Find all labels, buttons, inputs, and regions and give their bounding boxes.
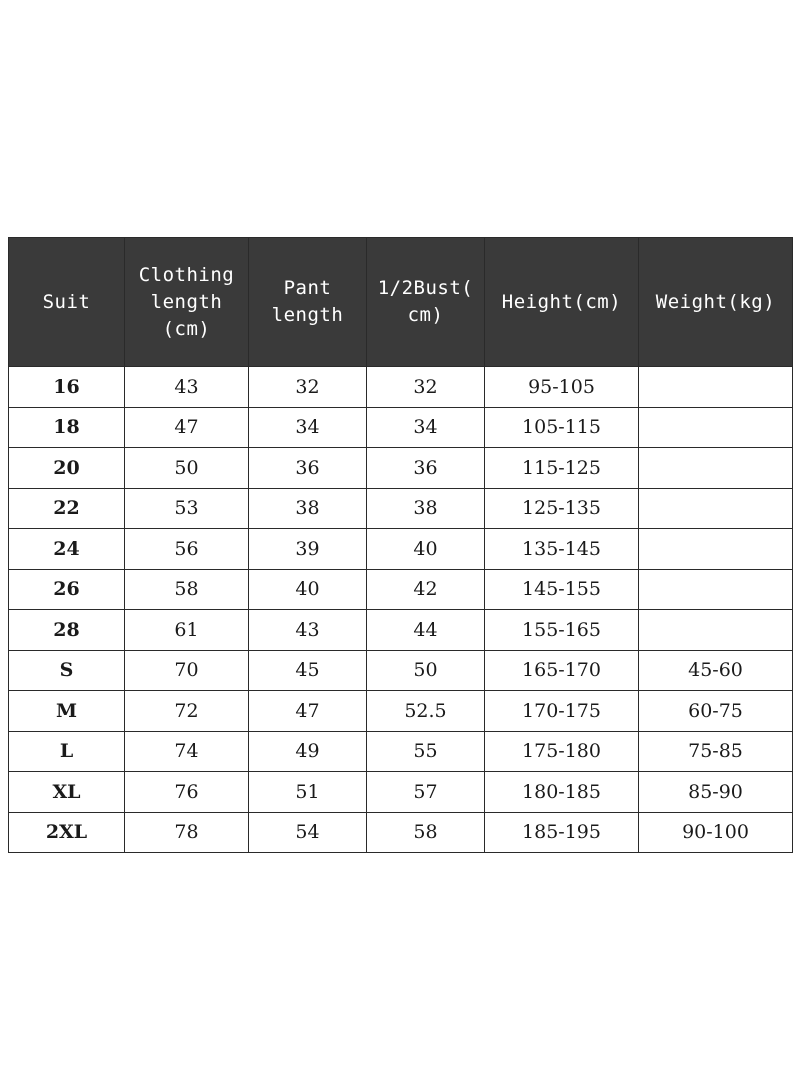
cell-half-bust: 57 (367, 772, 485, 813)
cell-clothing-length: 72 (125, 691, 249, 732)
header-half-bust: 1/2Bust( cm) (367, 238, 485, 367)
cell-half-bust: 40 (367, 529, 485, 570)
table-row (9, 407, 793, 448)
cell-pant-length: 54 (249, 812, 367, 853)
cell-half-bust: 32 (367, 367, 485, 408)
cell-half-bust: 50 (367, 650, 485, 691)
cell-clothing-length: 58 (125, 569, 249, 610)
cell-height: 105-115 (485, 407, 639, 448)
cell-size: L (9, 731, 125, 772)
table-body (9, 367, 793, 853)
cell-clothing-length: 70 (125, 650, 249, 691)
cell-clothing-length: 74 (125, 731, 249, 772)
cell-size: 18 (9, 407, 125, 448)
cell-weight (639, 488, 793, 529)
size-chart-table (8, 237, 793, 853)
cell-pant-length: 32 (249, 367, 367, 408)
cell-pant-length: 47 (249, 691, 367, 732)
cell-clothing-length: 76 (125, 772, 249, 813)
cell-pant-length: 45 (249, 650, 367, 691)
cell-pant-length: 38 (249, 488, 367, 529)
table-row (9, 367, 793, 408)
table-row (9, 448, 793, 489)
cell-half-bust: 42 (367, 569, 485, 610)
cell-size: M (9, 691, 125, 732)
cell-pant-length: 40 (249, 569, 367, 610)
cell-pant-length: 51 (249, 772, 367, 813)
table-row (9, 772, 793, 813)
cell-height: 185-195 (485, 812, 639, 853)
cell-size: 28 (9, 610, 125, 651)
cell-size: 20 (9, 448, 125, 489)
header-clothing-length: Clothing length (cm) (125, 238, 249, 367)
cell-height: 95-105 (485, 367, 639, 408)
header-height: Height(cm) (485, 238, 639, 367)
cell-clothing-length: 53 (125, 488, 249, 529)
cell-weight (639, 448, 793, 489)
table-row (9, 812, 793, 853)
cell-height: 115-125 (485, 448, 639, 489)
cell-weight (639, 610, 793, 651)
header-weight: Weight(kg) (639, 238, 793, 367)
cell-height: 170-175 (485, 691, 639, 732)
cell-height: 125-135 (485, 488, 639, 529)
cell-clothing-length: 78 (125, 812, 249, 853)
cell-size: 26 (9, 569, 125, 610)
cell-height: 145-155 (485, 569, 639, 610)
table-row (9, 610, 793, 651)
cell-half-bust: 52.5 (367, 691, 485, 732)
cell-half-bust: 36 (367, 448, 485, 489)
cell-half-bust: 44 (367, 610, 485, 651)
cell-weight: 85-90 (639, 772, 793, 813)
header-pant-length: Pant length (249, 238, 367, 367)
cell-size: 24 (9, 529, 125, 570)
table-row (9, 650, 793, 691)
cell-weight (639, 367, 793, 408)
cell-clothing-length: 43 (125, 367, 249, 408)
cell-height: 175-180 (485, 731, 639, 772)
cell-pant-length: 34 (249, 407, 367, 448)
cell-size: XL (9, 772, 125, 813)
cell-size: 16 (9, 367, 125, 408)
cell-clothing-length: 61 (125, 610, 249, 651)
cell-size: S (9, 650, 125, 691)
cell-clothing-length: 50 (125, 448, 249, 489)
cell-weight: 75-85 (639, 731, 793, 772)
cell-pant-length: 39 (249, 529, 367, 570)
cell-weight (639, 407, 793, 448)
cell-size: 22 (9, 488, 125, 529)
cell-pant-length: 49 (249, 731, 367, 772)
cell-half-bust: 55 (367, 731, 485, 772)
cell-weight: 60-75 (639, 691, 793, 732)
table-row (9, 731, 793, 772)
cell-weight (639, 529, 793, 570)
cell-pant-length: 43 (249, 610, 367, 651)
cell-height: 135-145 (485, 529, 639, 570)
cell-height: 180-185 (485, 772, 639, 813)
cell-clothing-length: 47 (125, 407, 249, 448)
cell-half-bust: 34 (367, 407, 485, 448)
cell-half-bust: 58 (367, 812, 485, 853)
cell-pant-length: 36 (249, 448, 367, 489)
cell-weight (639, 569, 793, 610)
header-suit: Suit (9, 238, 125, 367)
cell-size: 2XL (9, 812, 125, 853)
table-row (9, 529, 793, 570)
cell-half-bust: 38 (367, 488, 485, 529)
cell-height: 165-170 (485, 650, 639, 691)
table-row (9, 488, 793, 529)
table-row (9, 691, 793, 732)
header-row (9, 238, 793, 367)
cell-weight: 45-60 (639, 650, 793, 691)
table-row (9, 569, 793, 610)
cell-clothing-length: 56 (125, 529, 249, 570)
cell-height: 155-165 (485, 610, 639, 651)
cell-weight: 90-100 (639, 812, 793, 853)
